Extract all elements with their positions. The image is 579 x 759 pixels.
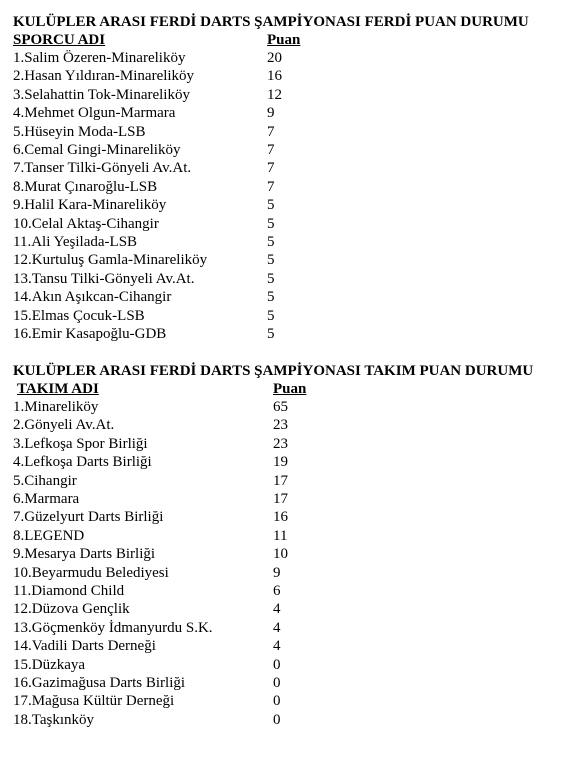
entry-points: 0 xyxy=(273,711,281,728)
entry-name: 14.Vadili Darts Derneği xyxy=(13,638,156,655)
entry-name: 13.Göçmenköy İdmanyurdu S.K. xyxy=(13,619,213,636)
entry-points: 7 xyxy=(267,123,275,140)
entry-name: 9.Halil Kara-Minareliköy xyxy=(13,197,167,214)
team-standings-title: KULÜPLER ARASI FERDİ DARTS ŞAMPİYONASI TAKIM PUAN DURUMU xyxy=(13,363,534,379)
standings-row xyxy=(0,564,579,582)
standings-row xyxy=(0,215,579,233)
entry-points: 5 xyxy=(267,270,275,287)
standings-row xyxy=(0,674,579,692)
entry-name: 7.Tanser Tilki-Gönyeli Av.At. xyxy=(13,160,192,177)
standings-row xyxy=(0,141,579,159)
entry-points: 5 xyxy=(267,307,275,324)
standings-row xyxy=(0,325,579,343)
standings-row xyxy=(0,86,579,104)
entry-name: 18.Taşkınköy xyxy=(13,711,95,728)
entry-name: 1.Minareliköy xyxy=(13,399,99,415)
entry-name: 3.Lefkoşa Spor Birliği xyxy=(13,435,148,452)
entry-points: 4 xyxy=(273,619,281,636)
entry-name: 15.Düzkaya xyxy=(13,656,86,673)
standings-row xyxy=(0,251,579,269)
entry-points: 6 xyxy=(273,583,281,599)
entry-points: 5 xyxy=(267,252,275,269)
standings-row xyxy=(0,656,579,674)
entry-points: 4 xyxy=(273,601,281,618)
entry-name: 4.Mehmet Olgun-Marmara xyxy=(13,105,176,122)
entry-points: 16 xyxy=(273,509,288,526)
standings-row xyxy=(0,582,579,600)
entry-name: 8.Murat Çınaroğlu-LSB xyxy=(13,178,158,195)
standings-row xyxy=(0,637,579,655)
entry-name: 5.Hüseyin Moda-LSB xyxy=(13,123,146,140)
entry-points: 5 xyxy=(267,326,275,342)
entry-points: 20 xyxy=(267,50,282,66)
standings-row xyxy=(0,527,579,545)
standings-row xyxy=(0,600,579,618)
entry-name: 9.Mesarya Darts Birliği xyxy=(13,546,156,563)
entry-name: 15.Elmas Çocuk-LSB xyxy=(13,307,145,324)
entry-points: 9 xyxy=(267,105,275,122)
athlete-name-header: SPORCU ADI xyxy=(13,32,106,48)
standings-row xyxy=(0,398,579,416)
standings-row xyxy=(0,435,579,453)
entry-name: 11.Ali Yeşilada-LSB xyxy=(13,234,138,250)
entry-name: 11.Diamond Child xyxy=(13,583,125,599)
entry-points: 65 xyxy=(273,399,288,415)
standings-row xyxy=(0,123,579,141)
team-points-header: Puan xyxy=(273,381,307,397)
entry-name: 14.Akın Aşıkcan-Cihangir xyxy=(13,289,172,306)
entry-name: 4.Lefkoşa Darts Birliği xyxy=(13,454,152,471)
entry-points: 0 xyxy=(273,693,281,710)
standings-row xyxy=(0,692,579,710)
standings-row xyxy=(0,178,579,196)
entry-points: 0 xyxy=(273,675,281,691)
entry-points: 11 xyxy=(273,527,288,544)
entry-name: 17.Mağusa Kültür Derneği xyxy=(13,693,175,710)
entry-name: 12.Düzova Gençlik xyxy=(13,601,130,618)
entry-points: 7 xyxy=(267,178,275,195)
entry-points: 12 xyxy=(267,86,282,103)
athlete-points-header: Puan xyxy=(267,32,301,48)
entry-points: 5 xyxy=(267,215,275,232)
entry-points: 0 xyxy=(273,656,281,673)
standings-row xyxy=(0,49,579,67)
entry-name: 6.Cemal Gingi-Minareliköy xyxy=(13,142,181,158)
entry-points: 5 xyxy=(267,234,275,250)
entry-points: 19 xyxy=(273,454,288,471)
standings-row xyxy=(0,711,579,729)
entry-points: 7 xyxy=(267,160,275,177)
entry-points: 10 xyxy=(273,546,288,563)
entry-points: 23 xyxy=(273,417,288,434)
entry-name: 13.Tansu Tilki-Gönyeli Av.At. xyxy=(13,270,195,287)
entry-name: 8.LEGEND xyxy=(13,527,85,544)
entry-name: 10.Beyarmudu Belediyesi xyxy=(13,564,169,581)
standings-row xyxy=(0,416,579,434)
entry-name: 2.Hasan Yıldıran-Minareliköy xyxy=(13,68,195,85)
individual-standings-title: KULÜPLER ARASI FERDİ DARTS ŞAMPİYONASI FERDİ PUAN DURUMU xyxy=(13,14,529,30)
standings-row xyxy=(0,288,579,306)
standings-row xyxy=(0,545,579,563)
standings-row xyxy=(0,490,579,508)
entry-points: 17 xyxy=(273,491,288,507)
entry-points: 5 xyxy=(267,289,275,306)
entry-points: 23 xyxy=(273,435,288,452)
standings-row xyxy=(0,104,579,122)
entry-name: 6.Marmara xyxy=(13,491,80,507)
entry-points: 5 xyxy=(267,197,275,214)
entry-name: 12.Kurtuluş Gamla-Minareliköy xyxy=(13,252,208,269)
entry-name: 3.Selahattin Tok-Minareliköy xyxy=(13,86,190,103)
entry-points: 17 xyxy=(273,472,288,489)
entry-points: 7 xyxy=(267,142,275,158)
standings-row xyxy=(0,159,579,177)
standings-row xyxy=(0,508,579,526)
entry-name: 1.Salim Özeren-Minareliköy xyxy=(13,50,186,66)
entry-name: 10.Celal Aktaş-Cihangir xyxy=(13,215,159,232)
entry-name: 5.Cihangir xyxy=(13,472,77,489)
standings-row xyxy=(0,233,579,251)
standings-row xyxy=(0,307,579,325)
entry-name: 7.Güzelyurt Darts Birliği xyxy=(13,509,164,526)
entry-name: 16.Emir Kasapoğlu-GDB xyxy=(13,326,167,342)
entry-points: 16 xyxy=(267,68,282,85)
standings-row xyxy=(0,453,579,471)
entry-points: 4 xyxy=(273,638,281,655)
standings-row xyxy=(0,270,579,288)
entry-name: 16.Gazimağusa Darts Birliği xyxy=(13,675,186,691)
entry-points: 9 xyxy=(273,564,281,581)
standings-row xyxy=(0,67,579,85)
standings-row xyxy=(0,196,579,214)
entry-name: 2.Gönyeli Av.At. xyxy=(13,417,115,434)
standings-row xyxy=(0,619,579,637)
team-name-header: TAKIM ADI xyxy=(17,381,99,397)
standings-row xyxy=(0,472,579,490)
